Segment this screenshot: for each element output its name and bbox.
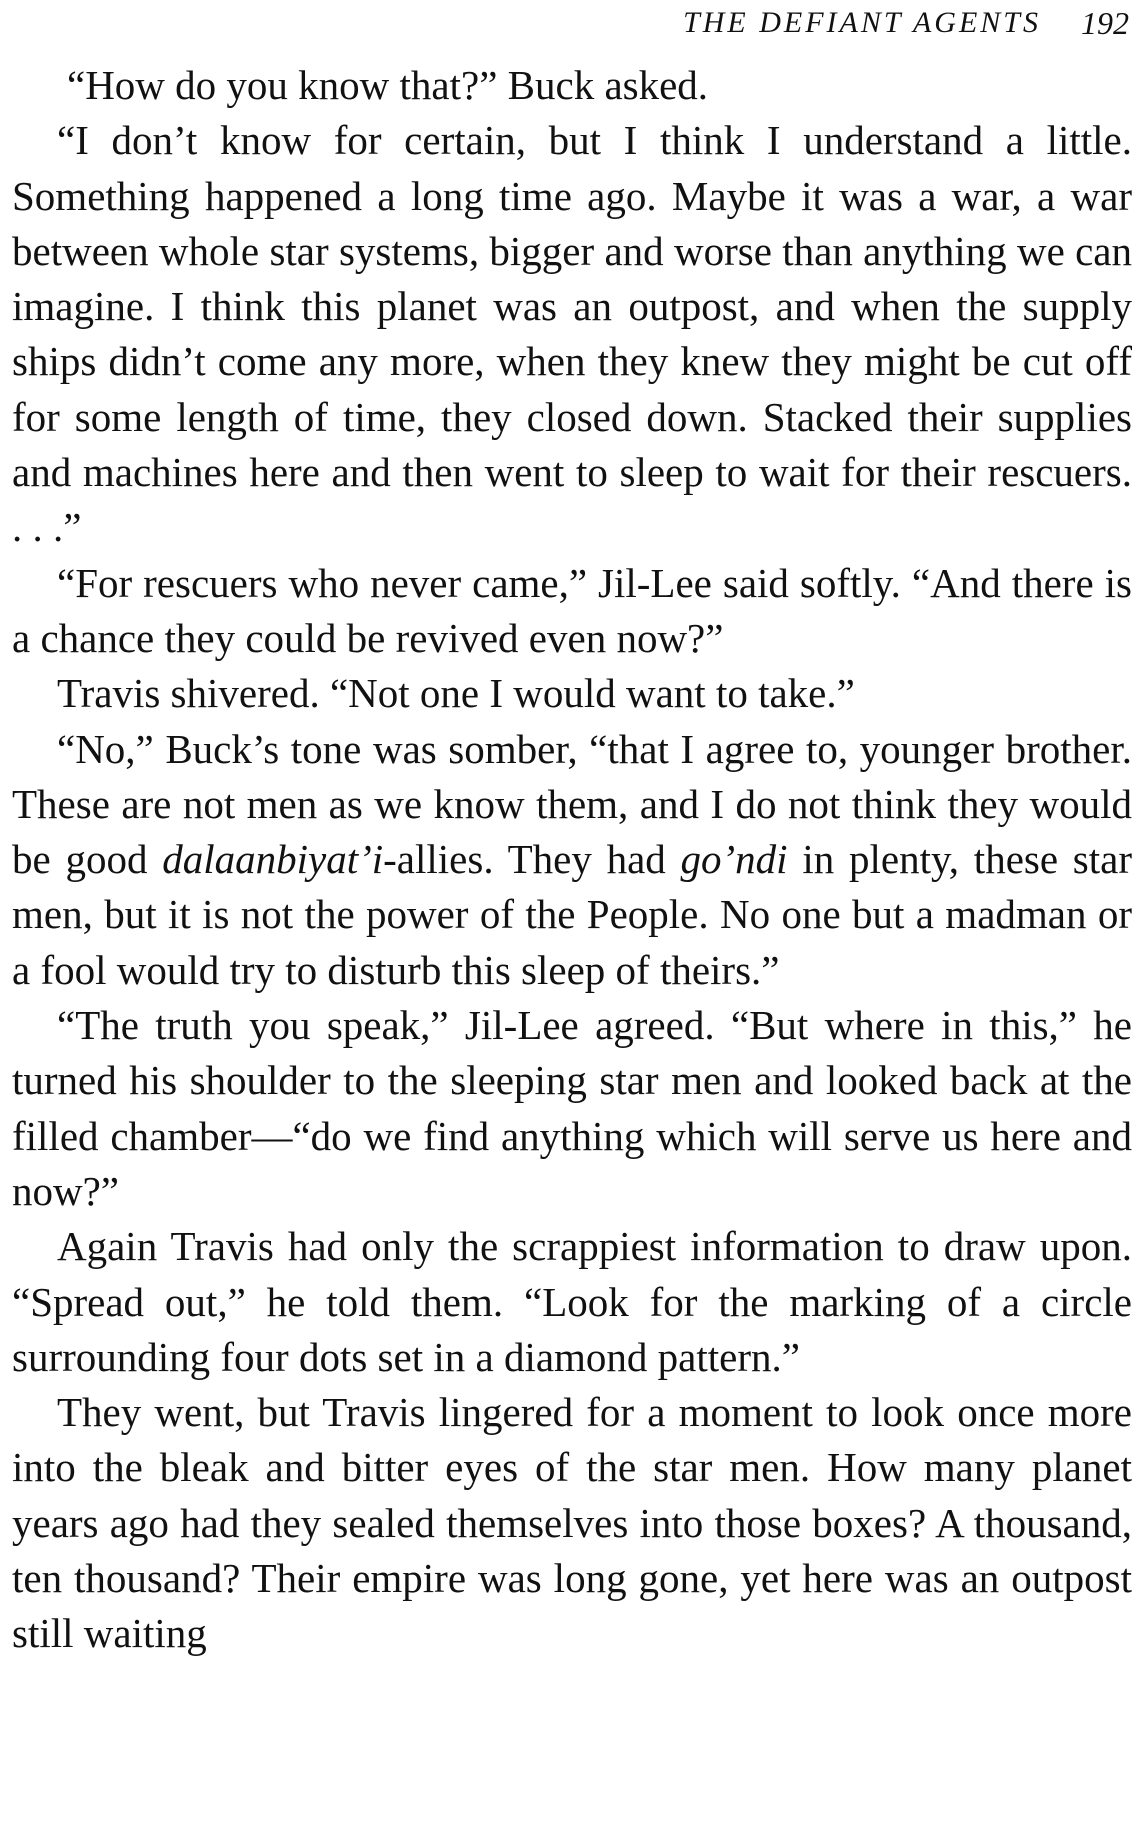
paragraph (12, 666, 1132, 721)
text-run: “I don’t know for certain, but I think I understand a little. Something happened a long time ago. Maybe it was a war, a war between whole star systems, bigger and worse than anything we can imagine. I think this planet was an outpost, and when the supply ships didn’t come any more, when they knew they might be cut off for some length of time, they closed down. Stacked their supplies and machines here and then went to sleep to wait for their rescuers. . . .” (12, 117, 1132, 551)
paragraph (12, 1385, 1132, 1661)
paragraph (12, 556, 1132, 667)
paragraph (12, 998, 1132, 1219)
paragraph (12, 722, 1132, 998)
text-run: “The truth you speak,” Jil-Lee agreed. “But where in this,” he turned his shoulder to the sleeping star men and looked back at the filled chamber—“do we find anything which will serve us here and now?” (12, 1002, 1132, 1214)
page-number: 192 (1081, 4, 1129, 41)
italic-text: dalaanbiyat’i (162, 836, 384, 883)
text-run: Again Travis had only the scrappiest information to draw upon. “Spread out,” he told them. “Look for the marking of a circle surrounding four dots set in a diamond pattern.” (12, 1223, 1132, 1380)
paragraph (12, 1219, 1132, 1385)
text-run: -allies. They had (383, 836, 681, 883)
text-run: “How do you know that?” Buck asked. (67, 62, 709, 108)
text-run: Travis shivered. “Not one I would want to take.” (57, 670, 855, 717)
paragraph (12, 113, 1132, 555)
running-header (683, 0, 1129, 46)
paragraph (12, 58, 1132, 113)
text-run: They went, but Travis lingered for a moment to look once more into the bleak and bitter eyes of the star men. How many planet years ago had they sealed themselves into those boxes? A thousand, ten thousand? Their empire was long gone, yet here was an outpost still waiting (12, 1389, 1132, 1657)
text-run: “For rescuers who never came,” Jil-Lee said softly. “And there is a chance they could be revived even now?” (12, 559, 1132, 661)
body-text (12, 58, 1132, 1662)
text-run: in plenty, these star men, but it is not the power of the People. No one but a madman or a fool would try to disturb this sleep of theirs.” (12, 836, 1132, 993)
running-title: THE DEFIANT AGENTS (683, 6, 1041, 39)
italic-text: go’ndi (680, 836, 788, 883)
text-run: “No,” Buck’s tone was somber, “that I agree to, younger brother. These are not men as we know them, and I do not think they would be good (12, 725, 1132, 883)
